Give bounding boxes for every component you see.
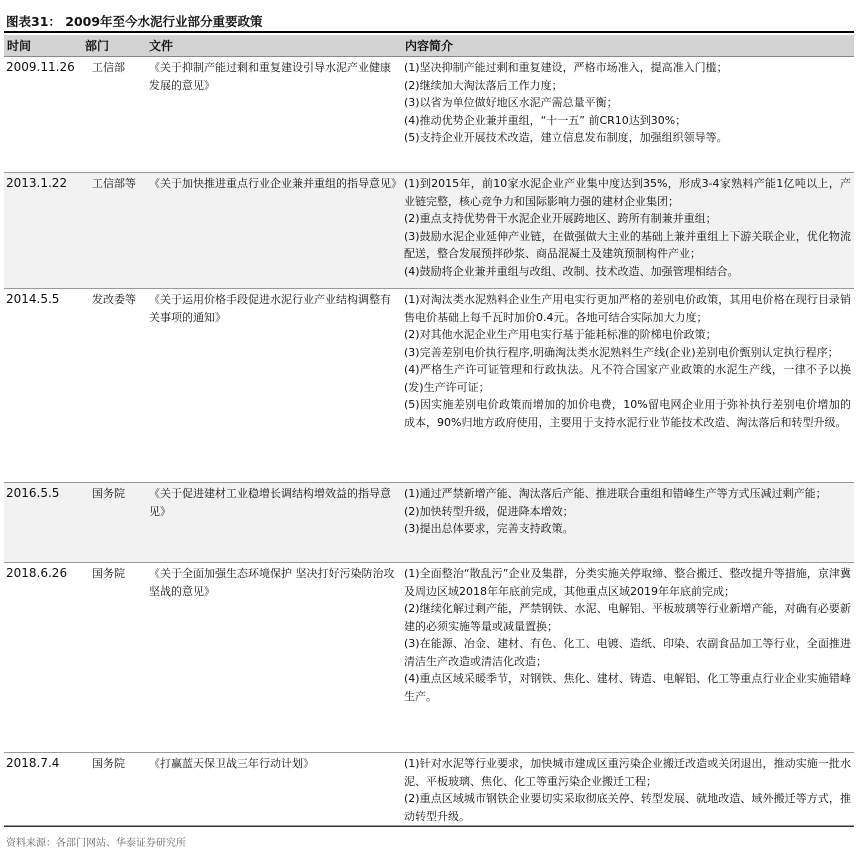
content-item: (3)在能源、冶金、建材、有色、化工、电镀、造纸、印染、农副食品加工等行业，全面推进清洁生产改造或清洁化改造； [404,637,851,668]
content-item: (1)针对水泥等行业要求，加快城市建成区重污染企业搬迁改造或关闭退出，推动实施一批水泥、平板玻璃、焦化、化工等重污染企业搬迁工程； [404,757,851,788]
cell-file: 《关于抑制产能过剩和重复建设引导水泥产业健康发展的意见》 [146,57,402,173]
cell-file: 《关于全面加强生态环境保护 坚决打好污染防治攻坚战的意见》 [146,563,402,753]
cell-dept: 工信部等 [82,173,146,289]
bottom-rule [4,826,854,827]
header-time: 时间 [4,35,82,57]
table-row [4,289,854,483]
title-rule [4,31,854,33]
content-item: (4)推动优势企业兼并重组，“十一五” 前CR10达到30%； [404,113,687,127]
policy-table-container [4,35,854,826]
cell-file: 《关于运用价格手段促进水泥行业产业结构调整有关事项的通知》 [146,289,402,483]
content-item: (3)鼓励水泥企业延伸产业链，在做强做大主业的基础上兼并重组上下游关联企业，优化物流配送，整合发展预拌砂浆、商品混凝土及建筑预制构件产业； [404,229,851,260]
cell-dept: 国务院 [82,563,146,753]
content-item: (1)坚决抑制产能过剩和重复建设，严格市场准入，提高准入门槛； [404,61,728,74]
cell-content [402,753,854,826]
cell-content [402,483,854,563]
cell-content [402,289,854,483]
table-row [4,57,854,173]
content-item: (1)对淘汰类水泥熟料企业生产用电实行更加严格的差别电价政策，其用电价格在现行目录销售电价基础上每千瓦时加价0.4元。各地可结合实际加大力度； [404,293,851,324]
cell-content [402,563,854,753]
content-item: (4)重点区域采暖季节，对钢铁、焦化、建材、铸造、电解铝、化工等重点行业企业实施错峰生产。 [404,672,851,703]
cell-dept: 发改委等 [82,289,146,483]
content-item: (5)支持企业开展技术改造，建立信息发布制度，加强组织领导等。 [404,131,728,144]
content-item: (3)提出总体要求，完善支持政策。 [404,522,574,535]
figure-title: 图表31： 2009年至今水泥行业部分重要政策 [6,14,263,29]
table-row [4,753,854,826]
cell-dept: 国务院 [82,483,146,563]
cell-time: 2016.5.5 [4,483,82,563]
content-item: (2)继续化解过剩产能，严禁钢铁、水泥、电解铝、平板玻璃等行业新增产能，对确有必要新建的必须实施等量或减量置换； [404,602,851,633]
header-file: 文件 [146,35,402,57]
cell-time: 2014.5.5 [4,289,82,483]
cell-time: 2018.6.26 [4,563,82,753]
source-note: 资料来源：各部门网站、华泰证券研究所 [6,838,186,849]
content-item: (4)严格生产许可证管理和行政执法。凡不符合国家产业政策的水泥生产线，一律不予以换(发)生产许可证； [404,363,851,394]
content-item: (2)重点支持优势骨干水泥企业开展跨地区、跨所有制兼并重组； [404,212,717,225]
content-item: (5)因实施差别电价政策而增加的加价电费，10%留电网企业用于弥补执行差别电价增加的成本，90%归地方政府使用，主要用于支持水泥行业节能技术改造、淘汰落后和转型升级。 [404,398,851,429]
content-item: (1)全面整治“散乱污”企业及集群，分类实施关停取缔、整合搬迁、整改提升等措施，京津冀及周边区域2018年年底前完成，其他重点区域2019年年底前完成； [404,567,851,598]
cell-file: 《打赢蓝天保卫战三年行动计划》 [146,753,402,826]
content-item: (3)完善差别电价执行程序,明确淘汰类水泥熟料生产线(企业)差别电价甄别认定执行程序； [404,345,839,359]
content-item: (1)到2015年，前10家水泥企业产业集中度达到35%，形成3-4家熟料产能1亿吨以上，产业链完整，核心竞争力和国际影响力强的建材企业集团； [404,177,851,208]
header-dept: 部门 [82,35,146,57]
cell-content [402,57,854,173]
content-item: (4)鼓励将企业兼并重组与改组、改制、技术改造、加强管理相结合。 [404,264,739,278]
content-item: (2)加快转型升级，促进降本增效； [404,504,574,518]
cell-time: 2013.1.22 [4,173,82,289]
table-row [4,563,854,753]
cell-time: 2009.11.26 [4,57,82,173]
policy-table [4,35,854,826]
content-item: (1)通过严禁新增产能、淘汰落后产能、推进联合重组和错峰生产等方式压减过剩产能； [404,487,827,500]
table-row [4,173,854,289]
cell-dept: 国务院 [82,753,146,826]
cell-content [402,173,854,289]
cell-file: 《关于加快推进重点行业企业兼并重组的指导意见》 [146,173,402,289]
cell-dept: 工信部 [82,57,146,173]
cell-time: 2018.7.4 [4,753,82,826]
content-item: (2)重点区域城市钢铁企业要切实采取彻底关停、转型发展、就地改造、域外搬迁等方式，推动转型升级。 [404,792,851,823]
table-row [4,483,854,563]
content-item: (3)以省为单位做好地区水泥产需总量平衡； [404,96,618,109]
cell-file: 《关于促进建材工业稳增长调结构增效益的指导意见》 [146,483,402,563]
table-header-row [4,35,854,57]
content-item: (2)继续加大淘汰落后工作力度； [404,78,563,92]
header-content: 内容简介 [402,35,854,57]
content-item: (2)对其他水泥企业生产用电实行基于能耗标准的阶梯电价政策； [404,328,717,341]
